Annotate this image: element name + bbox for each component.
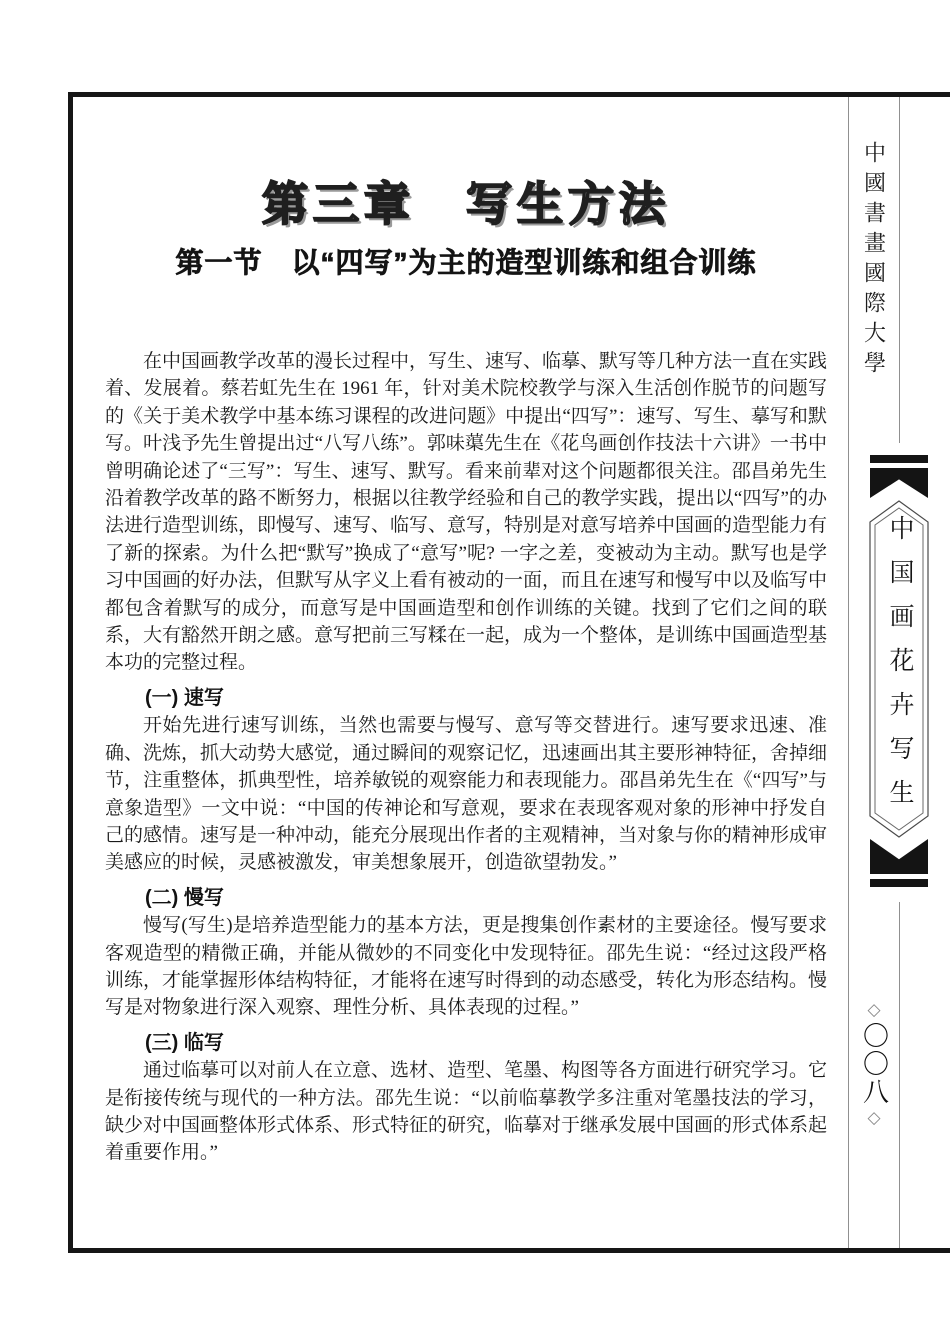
chapter-title: 第三章 写生方法 [262, 178, 670, 230]
subsection-heading-2: (二) 慢写 [145, 886, 224, 909]
sidebar-university-name [849, 141, 899, 381]
main-content [105, 92, 827, 1167]
subsection-heading-1: (一) 速写 [145, 686, 224, 709]
page-number-digits: 〇〇八 [859, 1022, 889, 1106]
page-number-block [849, 1000, 899, 1128]
ribbon-top-icon [870, 468, 928, 498]
book-title-text: 中国画花卉写生 [886, 515, 913, 823]
subsection-heading-3: (三) 临写 [145, 1031, 224, 1054]
university-vertical-text: 中國書畫國際大學 [861, 141, 887, 381]
ribbon-bottom-icon [870, 839, 928, 874]
section-title: 第一节 以“四写”为主的造型训练和组合训练 [175, 247, 757, 278]
diamond-ornament-bottom-icon: ◇ [867, 1108, 881, 1127]
body-text [105, 348, 827, 1167]
frame-left-border [68, 92, 73, 1253]
subsection-paragraph-2: 慢写(写生)是培养造型能力的基本方法，更是搜集创作素材的主要途径。慢写要求客观造型的精微正确，并能从微妙的不同变化中发现特征。邵先生说：“经过这段严格训练，才能掌握形体结构特征，才能将在速写时得到的动态感受，转化为形态结构。慢写是对物象进行深入观察、理性分析、具体表现的过程。” [105, 915, 828, 1019]
subsection-paragraph-3: 通过临摹可以对前人在立意、选材、造型、笔墨、构图等各方面进行研究学习。它是衔接传统与现代的一种方法。邵先生说：“以前临摹教学多注重对笔墨技法的学习，缺少对中国画整体形式体系、形式特征的研究，临摹对于继承发展中国画的形式体系起着重要作用。” [105, 1060, 828, 1164]
sidebar-outer-rule-bottom [899, 902, 900, 1248]
frame-bottom-border [68, 1248, 950, 1253]
book-title-vertical [868, 499, 930, 839]
intro-paragraph: 在中国画教学改革的漫长过程中，写生、速写、临摹、默写等几种方法一直在实践着、发展着。蔡若虹先生在 1961 年，针对美术院校教学与深入生活创作脱节的问题写的《关于美术教学中基本练习课程的改进问题》中提出“四写”：速写、写生、摹写和默写。叶浅予先生曾提出过“八写八练”。郭味蕖先生在《花鸟画创作技法十六讲》一书中曾明确论述了“三写”：写生、速写、默写。看来前辈对这个问题都很关注。邵昌弟先生沿着教学改革的路不断努力，根据以往教学经验和自己的教学实践，提出以“四写”的办法进行造型训练，即慢写、速写、临写、意写，特别是对意写培养中国画的造型能力有了新的探索。为什么把“默写”换成了“意写”呢? 一字之差，变被动为主动。默写也是学习中国画的好办法，但默写从字义上看有被动的一面，而且在速写和慢写中以及临写中都包含着默写的成分，而意写是中国画造型和创作训练的关键。找到了它们之间的联系，大有豁然开朗之感。意写把前三写糅在一起，成为一个整体，是训练中国画造型基本功的完整过程。 [105, 351, 828, 674]
diamond-ornament-top-icon: ◇ [867, 1000, 881, 1019]
banner-bar-top-icon [870, 455, 928, 463]
sidebar-outer-rule-top [899, 97, 900, 443]
subsection-paragraph-1: 开始先进行速写训练，当然也需要与慢写、意写等交替进行。速写要求迅速、准确、洗炼，抓大动势大感觉，通过瞬间的观察记忆，迅速画出其主要形神特征，舍掉细节，注重整体，抓典型性，培养敏锐的观察能力和表现能力。邵昌弟先生在《“四写”与意象造型》一文中说：“中国的传神论和写意观，要求在表现客观对象的形神中抒发自己的感情。速写是一种冲动，能充分展现出作者的主观精神，当对象与你的精神形成审美感应的时候，灵感被激发，审美想象展开，创造欲望勃发。” [105, 715, 828, 874]
banner-bar-bottom-icon [870, 879, 928, 887]
title-cartouche [868, 499, 930, 839]
sidebar-banner-ornament [868, 455, 930, 887]
